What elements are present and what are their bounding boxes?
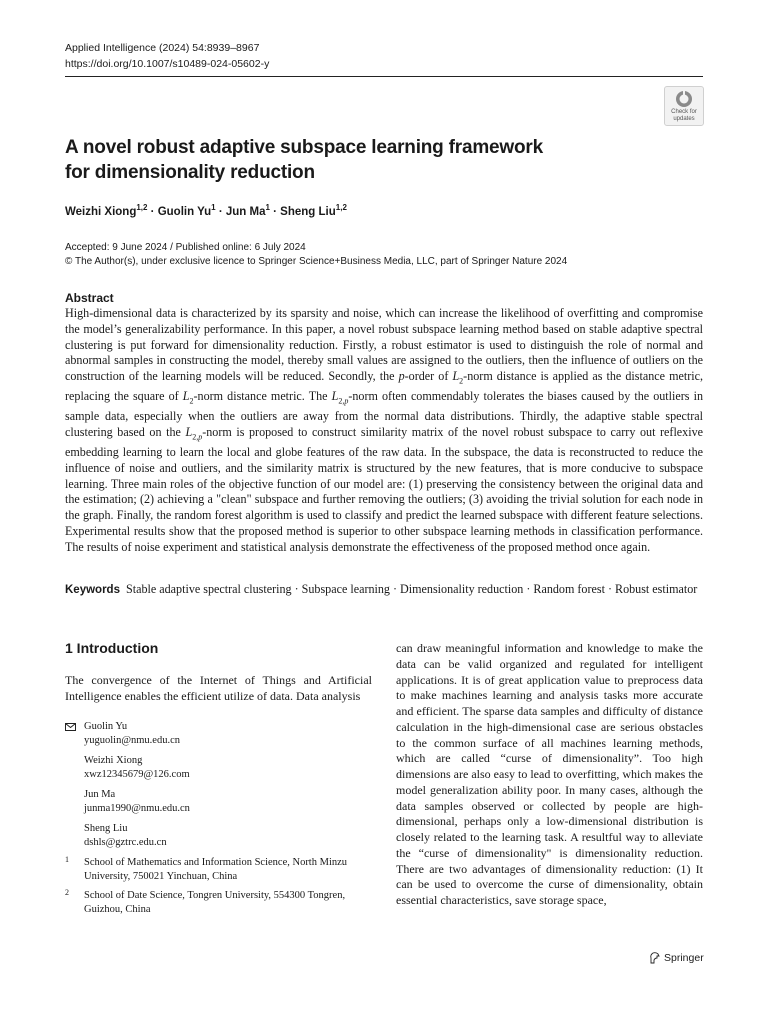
springer-horse-icon bbox=[648, 951, 661, 964]
header-divider bbox=[65, 76, 703, 77]
check-updates-icon bbox=[675, 90, 693, 108]
author-separator: · bbox=[215, 205, 226, 218]
publication-dates: Accepted: 9 June 2024 / Published online: 6 July 2024 bbox=[65, 242, 306, 253]
author-affiliation-marker: 1 bbox=[265, 203, 270, 212]
contact-name: Sheng Liu bbox=[84, 823, 128, 834]
title-line-1: A novel robust adaptive subspace learning framework bbox=[65, 137, 543, 158]
author-name[interactable]: Jun Ma bbox=[225, 205, 266, 218]
publication-info bbox=[65, 241, 567, 269]
check-badge-label: Check for updates bbox=[671, 109, 697, 122]
contact-entry bbox=[84, 754, 372, 782]
intro-text-left: The convergence of the Internet of Things and Artificial Intelligence enables the efficient utilize of data. Data analysis bbox=[65, 673, 372, 703]
author-contacts bbox=[65, 720, 372, 856]
author-separator: · bbox=[269, 205, 281, 218]
paper-title bbox=[65, 135, 625, 185]
contact-entry bbox=[84, 720, 372, 748]
author-list bbox=[65, 203, 347, 218]
author-affiliation-marker: 1,2 bbox=[136, 203, 148, 212]
contact-name: Weizhi Xiong bbox=[84, 755, 143, 766]
affiliation-number: 2 bbox=[65, 888, 69, 897]
copyright-notice: © The Author(s), under exclusive licence to Springer Science+Business Media, LLC, part of Springer Nature 2024 bbox=[65, 256, 568, 267]
contact-email[interactable]: xwz12345679@126.com bbox=[84, 769, 190, 780]
journal-citation: Applied Intelligence (2024) 54:8939–8967 bbox=[65, 42, 260, 54]
author-name[interactable]: Sheng Liu bbox=[280, 205, 336, 218]
affiliation-text: School of Date Science, Tongren University, 554300 Tongren, Guizhou, China bbox=[84, 890, 346, 915]
contact-email[interactable]: junma1990@nmu.edu.cn bbox=[84, 803, 190, 814]
abstract-heading: Abstract bbox=[65, 291, 114, 305]
contact-email[interactable]: dshls@gztrc.edu.cn bbox=[84, 837, 167, 848]
check-for-updates-badge[interactable] bbox=[664, 86, 704, 126]
publisher-footer bbox=[648, 951, 704, 964]
affiliation-1 bbox=[65, 856, 372, 884]
intro-text-right: can draw meaningful information and knowledge to make the data can be valid organized and regulated for intelligent applications. It is of great application value to preprocess data to make machines learning and analysis tasks more accurate and efficient. The sparse data samples and difficulty of distance calculation in the high-dimensional case are serious obstacles to the common surface of all machines learning methods, which are called “curse of dimensionality”. Too high dimensions are also easy to lead to overfitting, which makes the model generalization ability poor. In many cases, although the data samples observed or collected by people are high-dimensional, perhaps only a low-dimensional distribution is closely related to the learning task. A resultful way to alleviate the “curse of dimensionality" is dimensionality reduction. There are two advantages of dimensionality reduction: (1) It can be used to overcome the curse of dimensionality, obtain essential characteristics, save storage space, bbox=[396, 641, 703, 907]
contact-name: Guolin Yu bbox=[84, 721, 128, 732]
keywords bbox=[65, 581, 703, 598]
contact-email[interactable]: yuguolin@nmu.edu.cn bbox=[84, 735, 180, 746]
affiliation-text: School of Mathematics and Information Science, North Minzu University, 750021 Yinchuan, China bbox=[84, 857, 348, 882]
contact-name: Jun Ma bbox=[84, 789, 116, 800]
publisher-name: Springer bbox=[664, 951, 704, 964]
keywords-text: Stable adaptive spectral clustering · Subspace learning · Dimensionality reduction · Random forest · Robust estimator bbox=[126, 582, 698, 596]
author-name[interactable]: Guolin Yu bbox=[157, 205, 212, 218]
author-separator: · bbox=[147, 205, 158, 218]
author-name[interactable]: Weizhi Xiong bbox=[65, 205, 137, 218]
contact-entry bbox=[84, 822, 372, 850]
keywords-heading: Keywords bbox=[65, 584, 120, 596]
section-heading-introduction: 1 Introduction bbox=[65, 640, 159, 656]
title-line-2: for dimensionality reduction bbox=[65, 162, 315, 183]
author-affiliation-marker: 1,2 bbox=[335, 203, 347, 212]
envelope-icon bbox=[65, 723, 76, 731]
author-affiliation-marker: 1 bbox=[211, 203, 216, 212]
journal-header bbox=[65, 40, 269, 72]
doi-link[interactable]: https://doi.org/10.1007/s10489-024-05602-y bbox=[65, 58, 270, 70]
affiliation-number: 1 bbox=[65, 855, 69, 864]
affiliation-2 bbox=[65, 889, 372, 917]
abstract-text: High-dimensional data is characterized by its sparsity and noise, which can increase the likelihood of overfitting and compromise the model’s generalizability performance. In this paper, a novel robust subspace learning method based on stable adaptive spectral clustering is put forward for dimensionality reduction. Firstly, a robust estimator is used to distinguish the role of normal and abnormal samples in constructing the model, thereby small values are assigned to the outliers, then the influence of outliers on the construction of the learning models will be reduced. Secondly, the p-order of $L_2$-norm distance is applied as the distance metric, replacing the square of $L_2$-norm distance metric. The $L_{2,p}$-norm often commendably tolerates the biases caused by the outliers in sample data, especially when the outliers are away from the normal data distributions. Thirdly, the adaptive stable spectral clustering based on the $L_{2,p}$-norm is proposed to construct similarity matrix of the novel robust subspace to carry out reflexive embedding learning to learn the local and globe features of the raw data. In the subspace, the data is reconstructed to reduce the influence of noise and outliers, and the similarity matrix is structured by the new features, that is more conducive to subspace learning. Three main roles of the objective function of our model are: (1) preserving the consistency between the original data and the estimation; (2) achieving a "clean" subspace and further removing the outliers; (3) avoiding the trivial solution for each node in the graph. Finally, the random forest algorithm is used to classify and predict the learned subspace with different feature selections. Experimental results show that the proposed method is superior to other subspace learning methods in classification performance. The results of noise experiment and statistical analysis demonstrate the effectiveness of the proposed method once again. bbox=[65, 306, 703, 554]
contact-entry bbox=[84, 788, 372, 816]
